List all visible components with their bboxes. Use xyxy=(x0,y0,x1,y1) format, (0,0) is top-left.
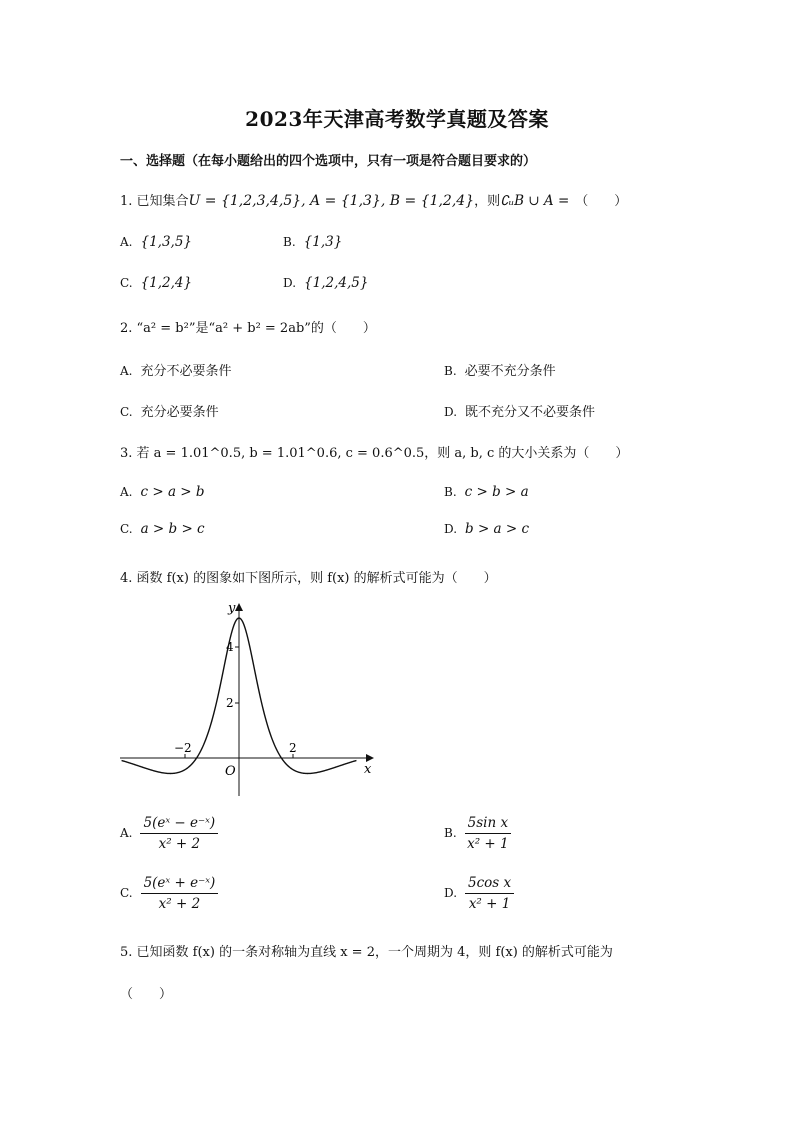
q1-mid: ，则 xyxy=(474,194,501,209)
x-tick-label-2: 2 xyxy=(289,741,297,755)
question-5: 5. 已知函数 f(x) 的一条对称轴为直线 x = 2，一个周期为 4，则 f(x) 的解析式可能为 xyxy=(120,945,613,960)
q4-option-c: C. $\frac{\text{5(eˣ + e⁻ˣ)}}{\text{x² + 2}}$ xyxy=(120,875,218,912)
q3-option-d: D. b > a > c xyxy=(444,521,530,537)
q2-option-c: C. 充分必要条件 xyxy=(120,405,219,420)
q1-option-d: D. {1,2,4,5} xyxy=(283,275,369,291)
q1-option-b: B. {1,3} xyxy=(283,234,343,250)
x-axis-label: x xyxy=(364,762,372,777)
q1-option-c: C. {1,2,4} xyxy=(120,275,193,291)
q1-paren: （ ） xyxy=(575,194,628,209)
origin-label: O xyxy=(225,764,236,779)
q2-option-a: A. 充分不必要条件 xyxy=(120,364,232,379)
q5-paren: （ ） xyxy=(120,987,173,1002)
question-3: 3. 若 a = 1.01^0.5, b = 1.01^0.6, c = 0.6^0.5，则 a, b, c 的大小关系为（ ） xyxy=(120,446,629,461)
question-2: 2. “a² = b²”是“a² + b² = 2ab”的（ ） xyxy=(120,321,376,336)
question-1 xyxy=(120,190,627,209)
q1-option-a: A. {1,3,5} xyxy=(120,234,193,250)
q2-option-b: B. 必要不充分条件 xyxy=(444,364,556,379)
x-tick-label-neg2: −2 xyxy=(174,741,192,755)
page-title: 2023年天津高考数学真题及答案 xyxy=(245,107,549,131)
section-heading: 一、选择题（在每小题给出的四个选项中，只有一项是符合题目要求的） xyxy=(120,154,537,169)
question-4: 4. 函数 f(x) 的图象如下图所示，则 f(x) 的解析式可能为（ ） xyxy=(120,571,497,586)
q2-option-d: D. 既不充分又不必要条件 xyxy=(444,405,596,420)
y-tick-label-2: 2 xyxy=(226,696,234,710)
y-axis-label: y xyxy=(228,601,236,616)
q4-option-a: A. $\frac{\text{5(eˣ − e⁻ˣ)}}{\text{x² + 2}}$ xyxy=(120,815,218,852)
q3-option-b: B. c > b > a xyxy=(444,484,529,500)
q3-option-c: C. a > b > c xyxy=(120,521,205,537)
q4-option-b: B. $\frac{\text{5sin x}}{\text{x² + 1}}$ xyxy=(444,815,511,852)
y-tick-label-4: 4 xyxy=(226,640,234,654)
q4-option-d: D. $\frac{\text{5cos x}}{\text{x² + 1}}$ xyxy=(444,875,514,912)
q3-option-a: A. c > a > b xyxy=(120,484,205,500)
q1-prefix: 1. 已知集合 xyxy=(120,194,189,209)
q1-expr: ∁ᵤB ∪ A = xyxy=(500,193,570,209)
function-graph xyxy=(115,598,385,803)
q1-sets: U = {1,2,3,4,5}, A = {1,3}, B = {1,2,4} xyxy=(188,193,475,209)
